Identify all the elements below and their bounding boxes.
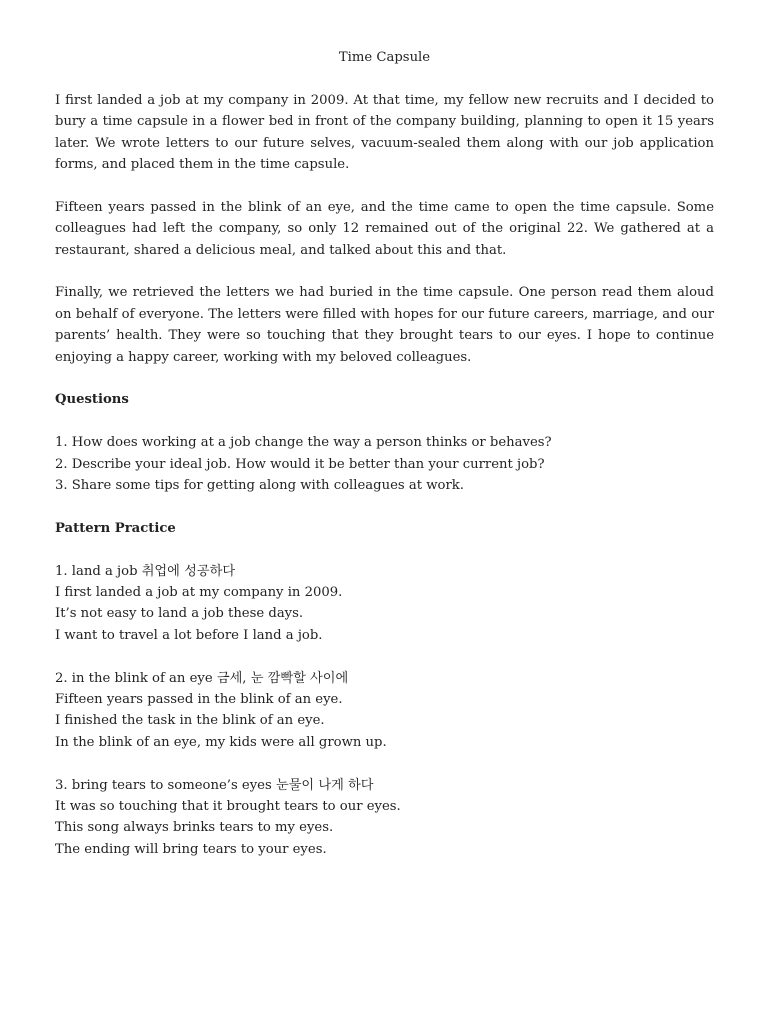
questions-heading: Questions <box>55 392 129 408</box>
pattern-example: Fifteen years passed in the blink of an eye. <box>55 692 343 708</box>
question-item: 3. Share some tips for getting along with colleagues at work. <box>55 478 464 494</box>
story-paragraph-3: Finally, we retrieved the letters we had buried in the time capsule. One person read them aloud on behalf of everyone. The letters were filled with hopes for our future careers, marriage, and our parents’ health. They were so touching that they brought tears to our eyes. I hope to continue enjoying a happy career, working with my beloved colleagues. <box>55 285 714 365</box>
pattern-header: 1. land a job 취업에 성공하다 <box>55 563 236 579</box>
pattern-header: 3. bring tears to someone’s eyes 눈물이 나게 하다 <box>55 777 374 793</box>
pattern-example: I want to travel a lot before I land a job. <box>55 627 323 643</box>
document-title: Time Capsule <box>338 50 431 65</box>
pattern-example: It was so touching that it brought tears to our eyes. <box>55 799 401 815</box>
questions-list <box>55 432 714 496</box>
pattern-block-3 <box>55 775 714 861</box>
pattern-block-1 <box>55 561 714 647</box>
pattern-block-2 <box>55 668 714 754</box>
pattern-example: I finished the task in the blink of an eye. <box>55 713 325 729</box>
story-paragraph-1: I first landed a job at my company in 2009. At that time, my fellow new recruits and I decided to bury a time capsule in a flower bed in front of the company building, planning to open it 15 years later. We wrote letters to our future selves, vacuum-sealed them along with our job application forms, and placed them in the time capsule. <box>55 92 714 173</box>
pattern-example: The ending will bring tears to your eyes. <box>55 841 327 857</box>
pattern-practice-heading: Pattern Practice <box>55 520 176 536</box>
question-item: 1. How does working at a job change the way a person thinks or behaves? <box>55 435 552 451</box>
question-item: 2. Describe your ideal job. How would it be better than your current job? <box>55 456 545 472</box>
pattern-example: I first landed a job at my company in 2009. <box>55 585 343 601</box>
pattern-header: 2. in the blink of an eye 금세, 눈 깜빡할 사이에 <box>55 670 349 686</box>
pattern-example: In the blink of an eye, my kids were all grown up. <box>55 734 387 750</box>
pattern-example: This song always brinks tears to my eyes. <box>55 820 334 836</box>
story-paragraph-2: Fifteen years passed in the blink of an eye, and the time came to open the time capsule. Some colleagues had left the company, so only 12 remained out of the original 22. We gathered at a restaurant, shared a delicious meal, and talked about this and that. <box>55 199 714 258</box>
document-page <box>55 47 714 882</box>
pattern-example: It’s not easy to land a job these days. <box>55 606 304 622</box>
